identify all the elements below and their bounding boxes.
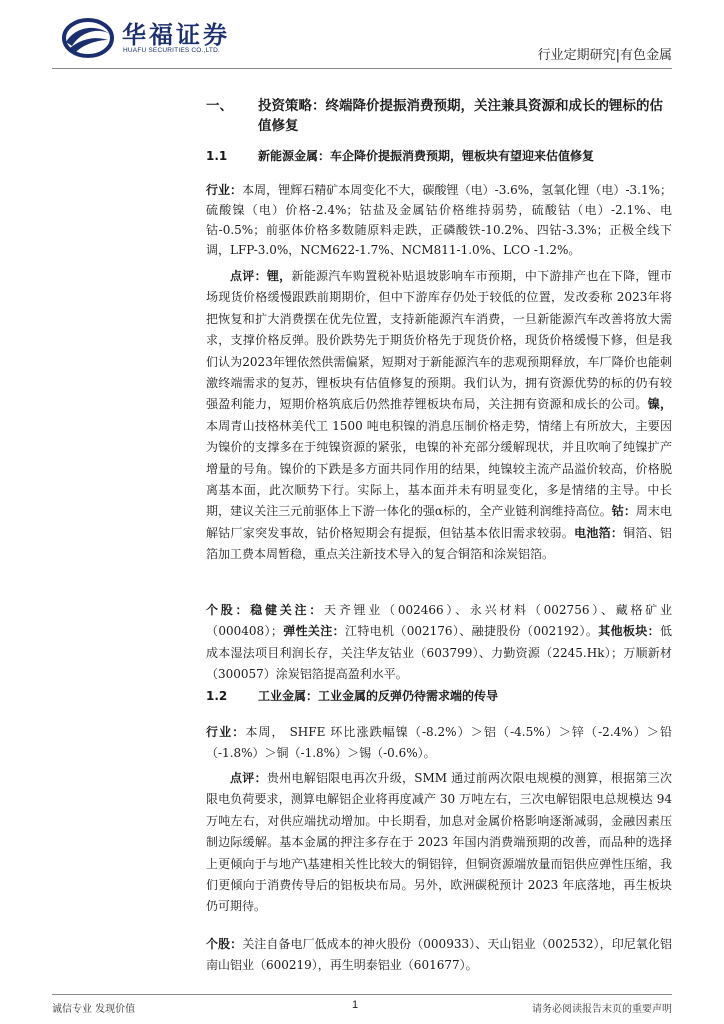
logo-chinese-name: 华福证券 [122, 21, 230, 49]
other-sector-label: 其他板块： [598, 624, 660, 639]
section-1-number: 一、 [206, 98, 233, 114]
steady-focus-text: 天齐锂业（002466）、永兴材料（002756）、藏格矿业（000408）； [206, 603, 672, 639]
cobalt-label: 钴： [611, 504, 636, 519]
elastic-focus-label: 弹性关注： [282, 624, 345, 639]
logo-english-name: HUAFU SECURITIES CO.,LTD. [123, 47, 220, 54]
footer-divider [52, 994, 672, 995]
header-divider [52, 68, 672, 69]
industry-text-1-2: 本周， SHFE 环比涨跌幅镍（-8.2%）＞铝（-4.5%）＞锌（-2.4%）＞铅（-1.8%）＞铜（-1.8%）＞锡（-0.6%）。 [206, 725, 672, 760]
battery-foil-label: 电池箔： [574, 525, 624, 540]
stocks-paragraph-1-1 [206, 600, 672, 686]
footer-slogan: 诚信专业 发现价值 [52, 1004, 136, 1015]
huafu-logo-icon [62, 16, 114, 60]
industry-label: 行业： [206, 183, 243, 197]
comment-paragraph-1-2 [206, 768, 672, 918]
section-1-2-title: 工业金属：工业金属的反弹仍待需求端的传导 [258, 689, 499, 703]
nickel-label: 镍， [647, 397, 672, 412]
industry-label-1-2: 行业： [206, 725, 246, 739]
elastic-focus-text: 江特电机（002176）、融捷股份（002192）。 [344, 624, 599, 639]
section-1-heading [0, 94, 724, 138]
steady-focus-label: 稳健关注： [250, 603, 325, 617]
industry-text: 本周，锂辉石精矿本周变化不大，碳酸锂（电）-3.6%，氢氧化锂（电）-3.1%；硫酸镍（电）价格-2.4%；钴盐及金属钴价格维持弱势，硫酸钴（电）-2.1%、电钴-0.5%；前驱体价格多数随原料走跌，正磷酸铁-10.2%、四钴-3.3%；正极全线下调，LFP-3.0%，NCM622-1.7%、NCM811-1.0%、LCO -1.2%。 [206, 183, 672, 257]
comment-text-1-2: 贵州电解铝限电再次升级，SMM 通过前两次限电规模的测算，根据第三次限电负荷要求，测算电解铝企业将再度减产 30 万吨左右，三次电解铝限电总规模达 94 万吨左右，对供应端扰动增加。中长期看，加息对金属价格影响逐渐减弱，金融因素压制边际缓解。基本金属的押注多存在于 2023 年国内消费端预期的改善，而品种的选择上更倾向于与地产\基建相关性比较大的铜铝锌，但铜资源端放量而铝供应弹性压缩，我们更倾向于消费传导后的铝板块布局。另外，欧洲碳税预计 2023 年底落地，再生板块仍可期待。 [206, 771, 672, 914]
comment-label-1-2: 点评： [230, 771, 267, 785]
section-1-1-title: 新能源金属：车企降价提振消费预期，锂板块有望迎来估值修复 [258, 149, 595, 163]
section-1-2-heading [206, 686, 676, 706]
other-sector-text: 低成本湿法项目利润长存，关注华友钴业（603799）、力勤资源（2245.Hk）；万顺新材（300057）涂炭铝箔提高盈利水平。 [206, 624, 672, 682]
comment-paragraph-1-1 [206, 266, 672, 566]
report-type-label: 行业定期研究|有色金属 [537, 48, 672, 63]
cobalt-text: 周末电解钴厂家突发事故，钴价格短期会有提振，但钴基本依旧需求较弱。 [206, 504, 672, 540]
stocks-label-1-2: 个股： [206, 937, 243, 951]
stocks-text-1-2: 关注自备电厂低成本的神火股份（000933）、天山铝业（002532），印尼氧化铝南山铝业（600219），再生明泰铝业（601677）。 [206, 937, 672, 973]
page-number: 1 [352, 999, 359, 1011]
industry-paragraph-1-2 [206, 722, 672, 764]
footer-disclaimer: 请务必阅读报告末页的重要声明 [532, 1004, 672, 1015]
stocks-label: 个股： [206, 603, 251, 617]
section-1-1-number: 1.1 [206, 149, 228, 163]
stocks-paragraph-1-2 [206, 934, 672, 977]
lithium-text: 新能源汽车购置税补贴退坡影响车市预期，中下游排产也在下降，锂市场现货价格缓慢跟跌前期期价，但中下游库存仍处于较低的位置，发改委称 2023年将把恢复和扩大消费摆在优先位置，支持新能源汽车消费，一旦新能源汽车改善将放大需求，支撑价格反弹。股价跌势先于期货价格先于现货价格，现货价格缓慢下修，但是我们认为2023年锂依然供需偏紧，短期对于新能源汽车的悲观预期释放，车厂降价也能刺激终端需求的复苏，锂板块有估值修复的预期。我们认为，拥有资源优势的标的仍有较强盈利能力，短期价格筑底后仍然推荐锂板块布局，关注拥有资源和成长的公司。 [206, 269, 672, 412]
section-1-title: 投资策略：终端降价提振消费预期，关注兼具资源和成长的锂标的估值修复 [258, 98, 663, 134]
comment-label: 点评： [230, 269, 267, 283]
lithium-label: 锂， [266, 269, 292, 283]
battery-foil-text: 铜箔、铝箔加工费本周暂稳，重点关注新技术导入的复合铜箔和涂炭铝箔。 [206, 525, 672, 562]
section-1-1-heading [206, 146, 676, 166]
industry-paragraph-1-1 [206, 180, 672, 260]
company-logo [62, 14, 252, 64]
page-header [0, 0, 724, 92]
nickel-text: 本周青山技格林美代工 1500 吨电积镍的消息压制价格走势，情绪上有所放大，主要因为镍价的支撑多在于纯镍资源的紧张，电镍的补充部分缓解现状，并且吹响了纯镍扩产增量的号角。镍价的下跌是多方面共同作用的结果，纯镍较主流产品溢价较高，价格脱离基本面，此次顺势下行。实际上，基本面并未有明显变化，多是情绪的主导。中长期，建议关注三元前驱体上下游一体化的强α标的，全产业链利润维持高位。 [206, 418, 672, 519]
section-1-2-number: 1.2 [206, 689, 228, 703]
